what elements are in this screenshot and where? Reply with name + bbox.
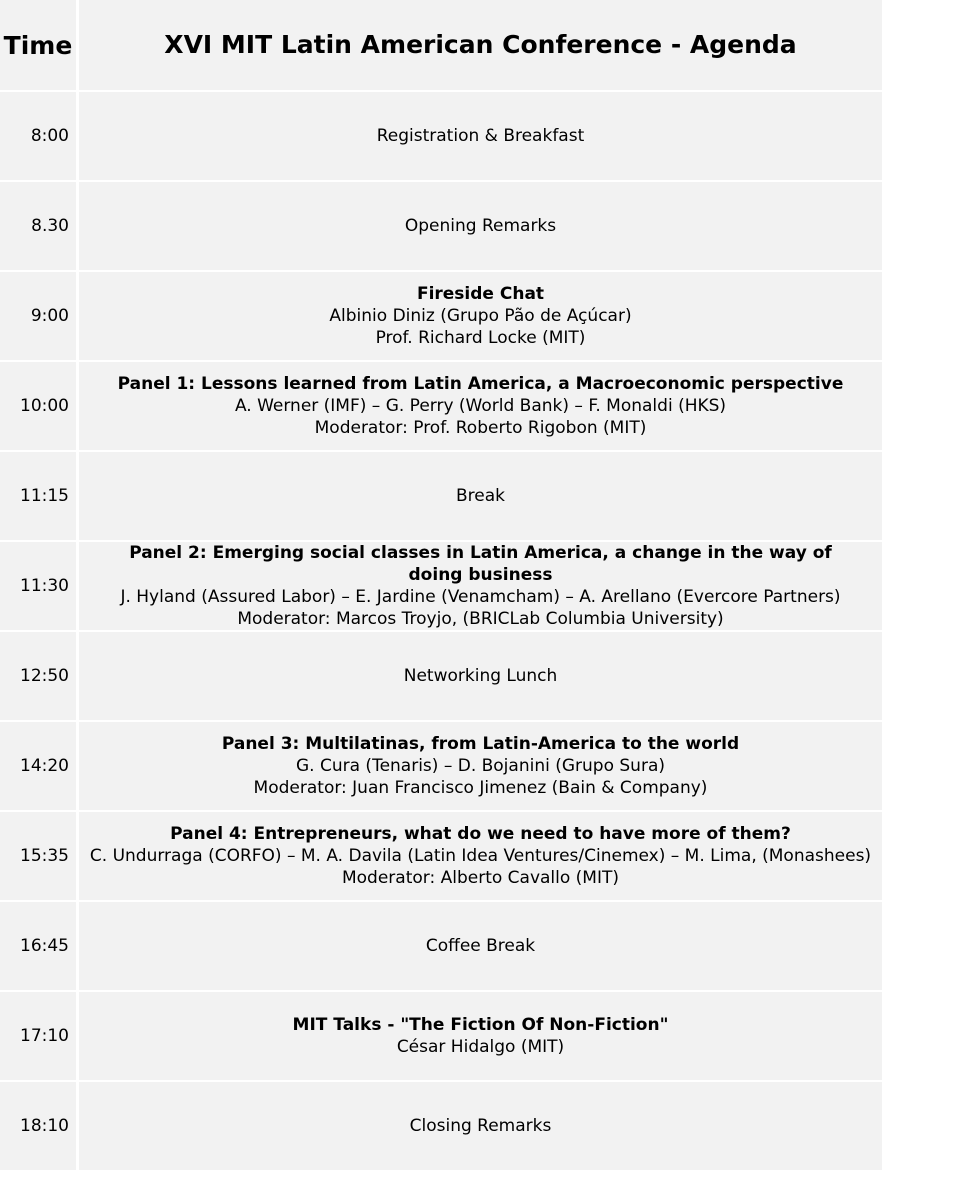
event-line: Moderator: Prof. Roberto Rigobon (MIT) — [314, 418, 647, 438]
row-time: 10:00 — [0, 360, 76, 450]
row-event — [79, 810, 882, 900]
row-time: 18:10 — [0, 1080, 76, 1170]
event-line: J. Hyland (Assured Labor) – E. Jardine (Venamcham) – A. Arellano (Evercore Partners) — [120, 587, 841, 607]
row-time: 12:50 — [0, 630, 76, 720]
time-column-header: Time — [0, 0, 76, 90]
event-line: Opening Remarks — [404, 216, 557, 236]
row-event — [79, 720, 882, 810]
row-event — [79, 990, 882, 1080]
agenda-row — [0, 180, 882, 270]
agenda-row — [0, 630, 882, 720]
row-event — [79, 90, 882, 180]
event-line: A. Werner (IMF) – G. Perry (World Bank) – F. Monaldi (HKS) — [234, 396, 727, 416]
event-title: Panel 2: Emerging social classes in Latin America, a change in the way of doing business — [129, 543, 832, 585]
agenda-row — [0, 90, 882, 180]
agenda-row — [0, 450, 882, 540]
row-time: 8:00 — [0, 90, 76, 180]
event-line: Networking Lunch — [403, 666, 558, 686]
event-line: Closing Remarks — [409, 1116, 552, 1136]
event-title: Panel 3: Multilatinas, from Latin-America to the world — [221, 734, 740, 754]
row-event — [79, 1080, 882, 1170]
event-line: Break — [456, 486, 505, 506]
row-event — [79, 630, 882, 720]
row-event — [79, 270, 882, 360]
event-line: Albinio Diniz (Grupo Pão de Açúcar) — [329, 306, 632, 326]
event-line: Moderator: Marcos Troyjo, (BRICLab Columbia University) — [237, 609, 724, 629]
row-time: 16:45 — [0, 900, 76, 990]
event-line: Coffee Break — [425, 936, 536, 956]
agenda-row — [0, 720, 882, 810]
row-time: 11:30 — [0, 540, 76, 630]
agenda-header-row — [0, 0, 882, 90]
agenda-row — [0, 810, 882, 900]
event-line: G. Cura (Tenaris) – D. Bojanini (Grupo Sura) — [296, 756, 665, 776]
event-line: Moderator: Alberto Cavallo (MIT) — [341, 868, 620, 888]
agenda-row — [0, 1080, 882, 1170]
row-time: 17:10 — [0, 990, 76, 1080]
row-event — [79, 900, 882, 990]
event-title: Panel 4: Entrepreneurs, what do we need to have more of them? — [170, 824, 791, 844]
row-event — [79, 540, 882, 630]
row-time: 8.30 — [0, 180, 76, 270]
row-time: 15:35 — [0, 810, 76, 900]
row-time: 11:15 — [0, 450, 76, 540]
event-title: Panel 1: Lessons learned from Latin America, a Macroeconomic perspective — [117, 374, 844, 394]
event-line: C. Undurraga (CORFO) – M. A. Davila (Latin Idea Ventures/Cinemex) – M. Lima, (Monashees) — [89, 846, 872, 866]
agenda-row — [0, 540, 882, 630]
agenda-row — [0, 270, 882, 360]
event-title: Fireside Chat — [416, 284, 545, 304]
row-time: 14:20 — [0, 720, 76, 810]
row-event — [79, 180, 882, 270]
row-event — [79, 450, 882, 540]
agenda-row — [0, 990, 882, 1080]
event-line: Prof. Richard Locke (MIT) — [375, 328, 586, 348]
event-line: Registration & Breakfast — [376, 126, 585, 146]
agenda-title: XVI MIT Latin American Conference - Agenda — [79, 0, 882, 90]
row-time: 9:00 — [0, 270, 76, 360]
event-line: Moderator: Juan Francisco Jimenez (Bain & Company) — [253, 778, 708, 798]
agenda-row — [0, 360, 882, 450]
event-line: César Hidalgo (MIT) — [396, 1037, 565, 1057]
agenda-row — [0, 900, 882, 990]
event-title: MIT Talks - "The Fiction Of Non-Fiction" — [292, 1015, 669, 1035]
row-event — [79, 360, 882, 450]
